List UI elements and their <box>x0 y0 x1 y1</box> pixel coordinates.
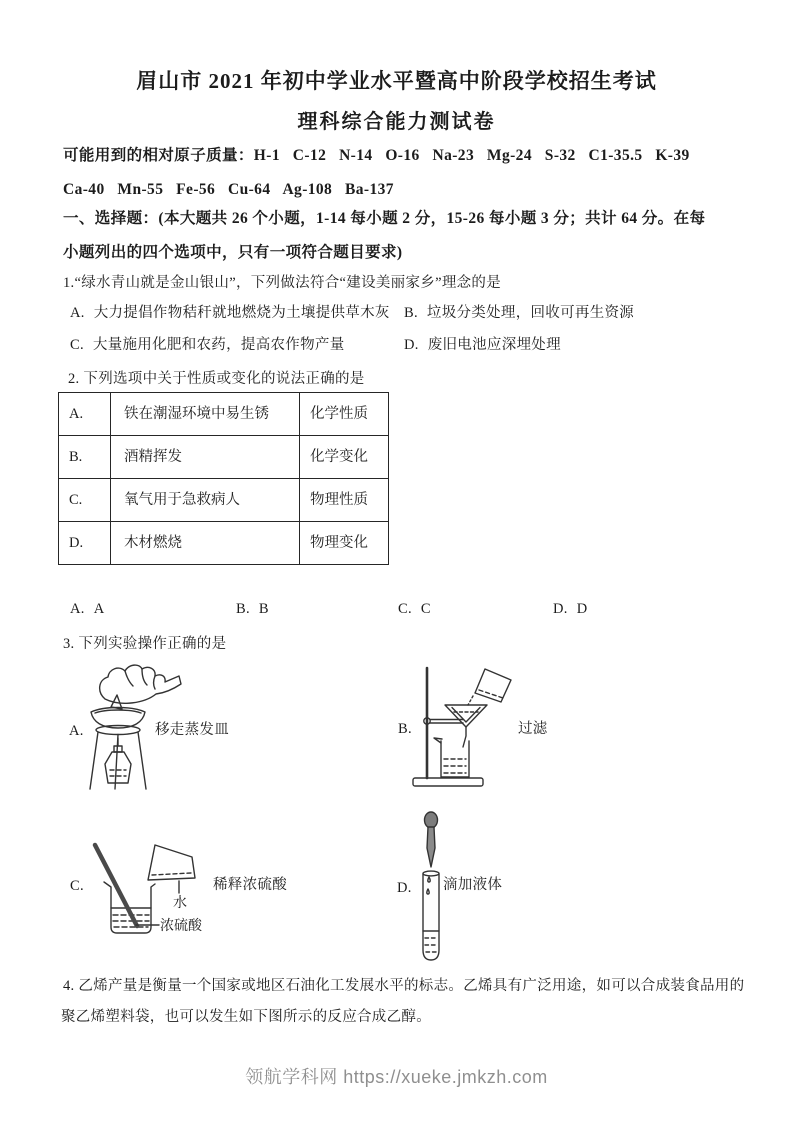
q3-figure-c-caption: 稀释浓硫酸 <box>213 877 287 893</box>
page-subtitle: 理科综合能力测试卷 <box>297 111 496 133</box>
atomic-masses-line-1: 可能用到的相对原子质量：H-1 C-12 N-14 O-16 Na-23 Mg-24 S-32 C1-35.5 K-39 <box>63 147 690 164</box>
q1-option-c-text: 大量施用化肥和农药，提高农作物产量 <box>92 337 345 353</box>
alcohol-lamp <box>105 752 131 783</box>
q2-row-b-statement: 酒精挥发 <box>111 436 300 479</box>
atomic-masses-line-2: Ca-40 Mn-55 Fe-56 Cu-64 Ag-108 Ba-137 <box>63 181 394 198</box>
q2-answer-c-text: C <box>420 601 431 617</box>
q2-row-b-category: 化学变化 <box>300 436 389 479</box>
q2-row-c-label: C. <box>59 479 111 522</box>
rubber-bulb <box>425 812 438 828</box>
q2-answer-a-label: A. <box>70 601 85 617</box>
hand-icon <box>100 665 181 703</box>
dish-rim-line <box>95 710 141 713</box>
q2-answer-d-text: D <box>576 601 588 617</box>
q3-figure-b-label: B. <box>398 721 412 737</box>
glass-rod <box>95 845 137 926</box>
water-annotation: 水 <box>173 896 187 911</box>
dropper-tube <box>427 827 435 867</box>
q2-answer-a <box>70 600 104 618</box>
q3-figure-d-caption: 滴加液体 <box>443 877 503 893</box>
funnel <box>445 705 487 727</box>
q1-option-d <box>404 336 561 354</box>
q1-option-b-text: 垃圾分类处理，回收可再生资源 <box>426 305 635 321</box>
q2-row-d-category: 物理变化 <box>300 522 389 565</box>
table-row <box>59 479 389 522</box>
tripod-leg-right <box>138 732 146 789</box>
q1-option-c <box>70 336 345 354</box>
question-4-line-1: 4. 乙烯产量是衡量一个国家或地区石油化工发展水平的标志。乙烯具有广泛用途，如可以合成装食品用的 <box>63 978 745 994</box>
q3-figure-a-label: A. <box>69 723 84 739</box>
q1-option-a-label: A. <box>70 305 85 321</box>
q2-row-c-statement: 氧气用于急救病人 <box>111 479 300 522</box>
pouring-beaker <box>475 669 511 702</box>
q3-figure-b-caption: 过滤 <box>518 721 548 737</box>
dropper-drawing <box>423 812 439 960</box>
test-tube-rim <box>423 871 439 876</box>
q1-option-c-label: C. <box>70 337 84 353</box>
q1-option-d-label: D. <box>404 337 419 353</box>
acid-annotation: 浓硫酸 <box>160 919 202 934</box>
tripod-leg-left <box>90 732 98 789</box>
pour-stream <box>468 696 473 705</box>
q2-row-a-statement: 铁在潮湿环境中易生锈 <box>111 393 300 436</box>
q2-answer-b-label: B. <box>236 601 250 617</box>
section-heading-line-1: 一、选择题：(本大题共 26 个小题，1-14 每小题 2 分，15-26 每小题 3 分；共计 64 分。在每 <box>63 210 706 227</box>
water-surface-dash <box>152 873 191 875</box>
watermark: 领航学科网 https://xueke.jmkzh.com <box>245 1067 548 1087</box>
q2-row-a-category: 化学性质 <box>300 393 389 436</box>
q2-answer-c-label: C. <box>398 601 412 617</box>
q3-figure-d-label: D. <box>397 880 412 896</box>
q2-row-d-label: D. <box>59 522 111 565</box>
q2-answer-d-label: D. <box>553 601 568 617</box>
iron-ring <box>96 726 140 735</box>
test-tube <box>423 874 439 960</box>
q2-row-b-label: B. <box>59 436 111 479</box>
pouring-liquid-dash <box>479 690 503 698</box>
question-1-text: 1.“绿水青山就是金山银山”，下列做法符合“建设美丽家乡”理念的是 <box>63 275 502 291</box>
q2-answer-a-text: A <box>93 601 105 617</box>
q2-table <box>58 392 389 565</box>
q2-answer-b <box>236 600 269 618</box>
q2-row-c-category: 物理性质 <box>300 479 389 522</box>
filtration-drawing <box>413 668 511 786</box>
q2-row-d-statement: 木材燃烧 <box>111 522 300 565</box>
liquid-drop <box>428 877 430 882</box>
table-row <box>59 522 389 565</box>
finger-lines <box>125 669 155 689</box>
dilution-figure <box>88 840 213 965</box>
question-2-text: 2. 下列选项中关于性质或变化的说法正确的是 <box>68 371 365 387</box>
q1-option-b-label: B. <box>404 305 418 321</box>
question-3-text: 3. 下列实验操作正确的是 <box>63 636 227 652</box>
q3-figure-c-label: C. <box>70 878 84 894</box>
table-row <box>59 393 389 436</box>
q1-option-a <box>70 304 390 322</box>
funnel-stem <box>463 727 466 747</box>
q1-option-b <box>404 304 634 322</box>
liquid-drop <box>427 889 429 894</box>
q1-option-a-text: 大力提倡作物秸秆就地燃烧为土壤提供草木灰 <box>93 305 390 321</box>
q3-figure-a-caption: 移走蒸发皿 <box>155 722 229 738</box>
q2-row-a-label: A. <box>59 393 111 436</box>
q2-answer-c <box>398 600 431 618</box>
section-heading-line-2: 小题列出的四个选项中，只有一项符合题目要求) <box>63 244 403 261</box>
question-4-line-2: 聚乙烯塑料袋，也可以发生如下图所示的反应合成乙醇。 <box>61 1009 431 1025</box>
q2-answer-d <box>553 600 587 618</box>
q2-answer-b-text: B <box>258 601 269 617</box>
q1-option-d-text: 废旧电池应深埋处理 <box>427 337 561 353</box>
page-title: 眉山市 2021 年初中学业水平暨高中阶段学校招生考试 <box>136 69 657 93</box>
stand-base <box>413 778 483 786</box>
table-row <box>59 436 389 479</box>
